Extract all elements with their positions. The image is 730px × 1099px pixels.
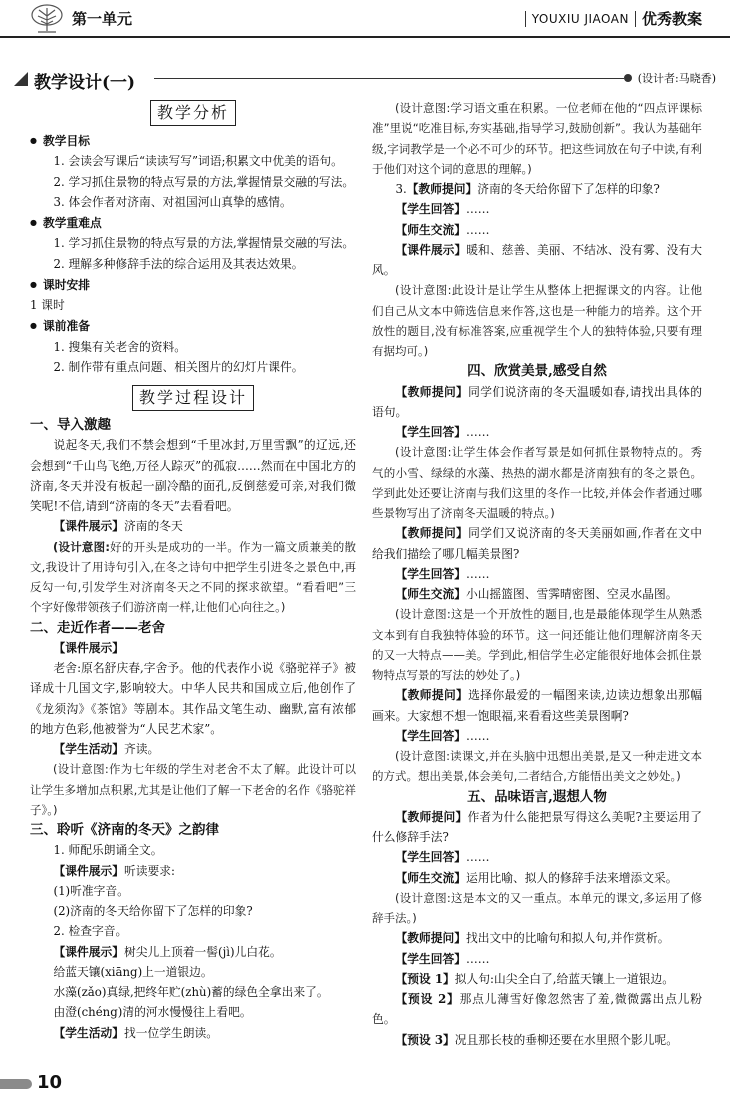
word-line: 由澄(chéng)清的河水慢慢往上看吧。: [53, 1005, 252, 1020]
section-heading: 一、导入激趣: [30, 417, 111, 433]
author-credit: (设计者:马晓香): [637, 72, 716, 85]
tree-logo-icon: [30, 4, 64, 34]
brand-chinese: 优秀教案: [641, 10, 702, 28]
prep-heading: ● 课前准备: [30, 315, 356, 336]
page-number: 10: [37, 1072, 63, 1093]
design-note: (设计意图:这是本文的又一重点。本单元的课文,多运用了修辞手法。): [372, 890, 702, 925]
courseware-line: 【课件展示】听读要求:: [53, 863, 175, 878]
step-line: 1. 师配乐朗诵全文。: [53, 843, 163, 858]
title-rule: [154, 78, 624, 79]
key-item: 1. 学习抓住景物的特点写景的方法,掌握情景交融的写法。: [53, 236, 355, 251]
design-note: (设计意图:好的开头是成功的一半。作为一篇文质兼美的散文,我设计了用诗句引入,在冬之诗句中把学生引进冬之景色中,再反勾一句,引发学生对济南冬天之不同的探求欲望。“看看吧”三个字好像带领孩子们游济南一样,让他们心向往之。): [30, 539, 357, 615]
question-line: 【教师提问】同学们又说济南的冬天美丽如画,作者在文中给我们描绘了哪几幅美景图?: [372, 526, 702, 561]
process-heading: 教学过程设计: [30, 385, 356, 411]
brand-english: YOUXIU JIAOAN: [531, 11, 629, 26]
time-value: 1 课时: [30, 298, 65, 312]
right-column: [372, 98, 702, 1050]
answer-line: 【学生回答】……: [395, 202, 490, 217]
exchange-line: 【师生交流】……: [395, 222, 490, 237]
answer-line: 【学生回答】……: [395, 566, 490, 581]
goal-item: 2. 学习抓住景物的特点写景的方法,掌握情景交融的写法。: [53, 174, 355, 189]
requirement-line: (2)济南的冬天给你留下了怎样的印象?: [53, 904, 253, 918]
section-heading: 五、品味语言,遐想人物: [467, 788, 607, 805]
word-line: 给蓝天镶(xiāng)上一道银边。: [53, 964, 213, 979]
paragraph: 说起冬天,我们不禁会想到“千里冰封,万里雪飘”的辽远,还会想到“千山鸟飞绝,万径人踪灭”的孤寂……然而在中国北方的济南,冬天并没有板起一副冷酷的面孔,反倒慈爱可亲,对我们微笑呢!不信,请到“济南的冬天”去看看吧。: [30, 438, 356, 513]
question-line: 【教师提问】找出文中的比喻句和拟人句,并作赏析。: [395, 931, 670, 946]
answer-line: 【学生回答】……: [395, 951, 490, 966]
activity-line: 【学生活动】找一位学生朗读。: [53, 1025, 218, 1040]
page-title: 教学设计(一): [34, 73, 136, 93]
page-header: [0, 0, 730, 38]
preset-line: 【预设 1】拟人句:山尖全白了,给蓝天镶上一道银边。: [395, 971, 674, 986]
preset-line: 【预设 3】况且那长枝的垂柳还要在水里照个影儿呢。: [395, 1032, 679, 1047]
design-note: (设计意图:读课文,并在头脑中迅想出美景,是又一种走进文本的方式。想出美景,体会美句,二者结合,方能悟出美文之妙处。): [372, 749, 702, 784]
header-rule: [0, 36, 730, 38]
courseware-line: 【课件展示】暖和、慈善、美丽、不结冰、没有雾、没有大风。: [372, 242, 703, 277]
answer-line: 【学生回答】……: [395, 425, 490, 439]
key-item: 2. 理解多种修辞手法的综合运用及其表达效果。: [53, 256, 304, 271]
preset-line: 【预设 2】那点儿薄雪好像忽然害了羞,微微露出点儿粉色。: [372, 992, 702, 1027]
activity-line: 【学生活动】齐读。: [53, 742, 160, 756]
design-note: (设计意图:让学生体会作者写景是如何抓住景物特点的。秀气的小雪、绿绿的水藻、热热的湖水都是济南独有的冬之景色。学到此处还要让济南与我们这里的冬作一比较,并体会作者通过哪些景物写出了济南冬天温暖的特点。): [372, 445, 702, 520]
section-heading: 三、聆听《济南的冬天》之韵律: [30, 822, 219, 838]
footer-tab: [0, 1079, 32, 1089]
brand-divider: [635, 11, 636, 27]
answer-line: 【学生回答】……: [395, 850, 490, 865]
courseware-line: 【课件展示】济南的冬天: [53, 519, 183, 534]
question-line: 【教师提问】选择你最爱的一幅图来读,边读边想象出那幅画来。大家想不想一饱眼福,来看看这些美景图啊?: [372, 688, 702, 723]
goal-item: 1. 会读会写课后“读读写写”词语;积累文中优美的语句。: [53, 154, 343, 169]
exchange-line: 【师生交流】运用比喻、拟人的修辞手法来增添文采。: [395, 870, 678, 885]
brand-divider: [525, 11, 526, 27]
key-heading: ● 教学重难点: [30, 212, 356, 233]
question-line: 【教师提问】同学们说济南的冬天温暖如春,请找出具体的语句。: [372, 384, 702, 419]
left-column: [30, 98, 356, 1043]
step-line: 2. 检查字音。: [53, 924, 128, 939]
unit-label: 第一单元: [72, 10, 133, 28]
paragraph: 老舍:原名舒庆春,字舍予。他的代表作小说《骆驼祥子》被译成十几国文字,影响较大。中华人民共和国成立后,他创作了《龙须沟》《茶馆》等剧本。其作品文笔生动、幽默,富有浓郁的地方色彩,他被誉为“人民艺术家”。: [30, 661, 356, 736]
dot-icon: [624, 74, 632, 82]
word-line: 水藻(zǎo)真绿,把终年贮(zhù)蓄的绿色全拿出来了。: [53, 985, 329, 999]
brand: [525, 8, 702, 29]
answer-line: 【学生回答】……: [395, 728, 490, 743]
design-note: (设计意图:学习语文重在积累。一位老师在他的“四点评课标准”里说“吃准目标,夯实基础,指导学习,鼓励创新”。我认为基础年级,字词教学是一个必不可少的环节。把这些词放在句子中读,有利于他们对这个词的意思的理解。): [372, 101, 702, 176]
courseware-line: 【课件展示】: [53, 640, 124, 655]
exchange-line: 【师生交流】小山摇篮图、雪霁晴密图、空灵水晶图。: [395, 587, 678, 601]
question-line: 3.【教师提问】济南的冬天给你留下了怎样的印象?: [395, 182, 660, 196]
time-heading: ● 课时安排: [30, 274, 356, 295]
design-note: (设计意图:作为七年级的学生对老舍不太了解。此设计可以让学生多增加点积累,尤其是让他们了解一下老舍的名作《骆驼祥子》。): [30, 762, 356, 817]
design-note: (设计意图:这是一个开放性的题目,也是最能体现学生从熟悉文本到有自我独特体验的环节。这一问还能让他们理解济南冬天的又一大特点——美。学到此,相信学生必定能很好地体会抓住景物特点写景的写法的妙处了。): [372, 607, 702, 682]
section-heading: 四、欣赏美景,感受自然: [467, 363, 607, 380]
question-line: 【教师提问】作者为什么能把景写得这么美呢?主要运用了什么修辞手法?: [372, 809, 702, 844]
section-heading: 二、走近作者——老舍: [30, 619, 165, 636]
goal-heading: ● 教学目标: [30, 130, 356, 151]
goal-item: 3. 体会作者对济南、对祖国河山真挚的感情。: [53, 194, 292, 209]
design-note: (设计意图:此设计是让学生从整体上把握课文的内容。让他们自己从文本中筛选信息来作答,这也是一种能力的培养。这个开放性的题目,没有标准答案,应重视学生个人的独特体验,只要有理有据均可。): [372, 283, 702, 358]
courseware-line: 【课件展示】树尖儿上顶着一髻(jì)儿白花。: [53, 944, 282, 959]
triangle-marker-icon: [14, 72, 28, 86]
requirement-line: (1)听准字音。: [53, 883, 129, 898]
analysis-heading: 教学分析: [30, 100, 356, 126]
prep-item: 2. 制作带有重点问题、相关图片的幻灯片课件。: [53, 359, 304, 374]
section-title: [14, 68, 716, 93]
prep-item: 1. 搜集有关老舍的资料。: [53, 339, 186, 354]
